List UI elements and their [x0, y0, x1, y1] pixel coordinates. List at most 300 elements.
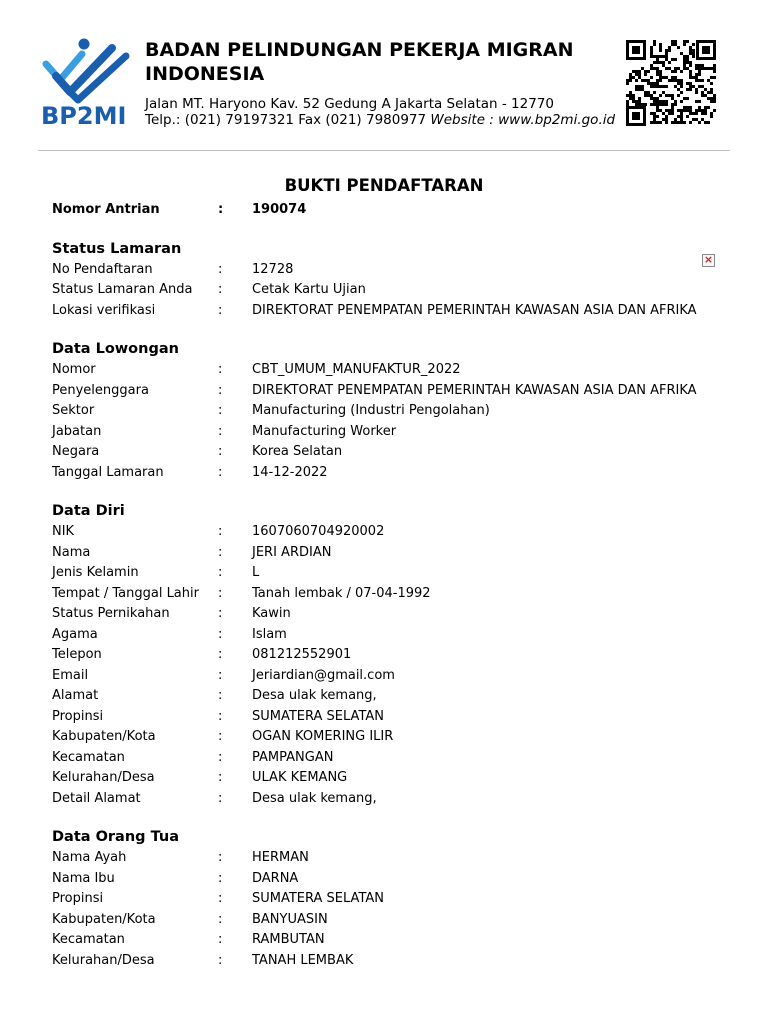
qr-module: [656, 73, 659, 76]
qr-module: [650, 112, 653, 115]
qr-module: [653, 118, 656, 121]
field-row: [52, 848, 732, 869]
qr-module: [662, 103, 665, 106]
qr-module: [656, 61, 659, 64]
qr-module: [680, 112, 683, 115]
qr-module: [686, 55, 689, 58]
qr-module: [680, 52, 683, 55]
qr-module: [674, 58, 677, 61]
field-value: Manufacturing Worker: [252, 423, 397, 439]
qr-module: [650, 103, 653, 106]
qr-module: [701, 79, 704, 82]
field-label: Jabatan: [52, 423, 102, 439]
qr-module: [656, 106, 659, 109]
qr-module: [668, 94, 671, 97]
field-row: [52, 463, 732, 484]
qr-module: [665, 115, 668, 118]
qr-module: [671, 40, 674, 43]
qr-module: [650, 46, 653, 49]
qr-module: [689, 46, 692, 49]
qr-module: [692, 76, 695, 79]
qr-module: [707, 97, 710, 100]
field-separator: :: [218, 565, 223, 580]
field-separator: :: [218, 932, 223, 947]
field-label: Status Lamaran Anda: [52, 282, 193, 297]
qr-module: [683, 106, 686, 109]
qr-module: [698, 67, 701, 70]
qr-module: [644, 94, 647, 97]
field-separator: :: [218, 382, 223, 398]
qr-module: [665, 49, 668, 52]
field-label: Telepon: [52, 647, 102, 662]
org-contact: [145, 112, 615, 128]
qr-module: [686, 58, 689, 61]
qr-module: [638, 97, 641, 100]
qr-module: [710, 88, 713, 91]
field-row: [52, 789, 732, 810]
qr-module: [713, 109, 716, 112]
qr-module: [638, 103, 641, 106]
field-value: Desa ulak kemang,: [252, 688, 377, 703]
field-label: Alamat: [52, 688, 99, 703]
field-separator: :: [218, 626, 223, 642]
document-title: BUKTI PENDAFTARAN: [284, 176, 484, 195]
field-value: L: [252, 565, 260, 580]
qr-module: [650, 97, 653, 100]
field-row: [52, 768, 732, 789]
field-label: Propinsi: [52, 891, 104, 906]
field-label: Kelurahan/Desa: [52, 952, 155, 968]
qr-module: [710, 115, 713, 118]
qr-module: [662, 55, 665, 58]
qr-module: [698, 106, 701, 109]
qr-module: [674, 79, 677, 82]
qr-module: [671, 58, 674, 61]
qr-module: [626, 79, 629, 82]
qr-module: [650, 85, 653, 88]
qr-module: [656, 82, 659, 85]
qr-module: [677, 79, 680, 82]
document-body: [52, 200, 732, 971]
field-value: Kawin: [252, 606, 291, 621]
qr-module: [707, 106, 710, 109]
qr-module: [659, 76, 662, 79]
field-value: 190074: [252, 202, 307, 217]
qr-module: [656, 67, 659, 70]
section-data-diri: [52, 502, 732, 809]
field-separator: :: [218, 302, 223, 318]
qr-module: [698, 109, 701, 112]
qr-module: [689, 112, 692, 115]
qr-module: [662, 85, 665, 88]
qr-module: [644, 70, 647, 73]
field-row: [52, 625, 732, 646]
qr-module: [650, 64, 653, 67]
qr-module: [698, 100, 701, 103]
qr-module: [680, 85, 683, 88]
field-label: Nama: [52, 544, 91, 560]
field-label: Tempat / Tanggal Lahir: [52, 585, 199, 601]
qr-module: [656, 103, 659, 106]
qr-module: [626, 103, 629, 106]
qr-module: [710, 82, 713, 85]
field-row: [52, 563, 732, 584]
qr-module: [701, 112, 704, 115]
field-separator: :: [218, 911, 223, 927]
qr-module: [668, 61, 671, 64]
org-website: Website : www.bp2mi.go.id: [430, 112, 616, 128]
qr-module: [686, 82, 689, 85]
field-row: [52, 910, 732, 931]
field-row: [52, 748, 732, 769]
qr-module: [653, 55, 656, 58]
qr-module: [713, 67, 716, 70]
qr-module: [701, 67, 704, 70]
qr-module: [644, 79, 647, 82]
qr-module: [695, 76, 698, 79]
qr-module: [674, 100, 677, 103]
qr-module: [647, 91, 650, 94]
qr-module: [665, 76, 668, 79]
qr-module: [668, 67, 671, 70]
qr-module: [641, 85, 644, 88]
field-label: Sektor: [52, 403, 95, 418]
qr-module: [629, 97, 632, 100]
qr-module: [674, 103, 677, 106]
qr-module: [641, 79, 644, 82]
field-value: DIREKTORAT PENEMPATAN PEMERINTAH KAWASAN ASIA DAN AFRIKA: [252, 382, 697, 398]
qr-module: [629, 79, 632, 82]
qr-module: [635, 103, 638, 106]
field-label: Kabupaten/Kota: [52, 729, 156, 744]
field-separator: :: [218, 423, 223, 439]
qr-module: [653, 115, 656, 118]
qr-module: [674, 118, 677, 121]
field-separator: :: [218, 790, 223, 806]
field-separator: :: [218, 464, 223, 480]
qr-module: [680, 121, 683, 124]
qr-module: [689, 61, 692, 64]
qr-module: [647, 82, 650, 85]
field-row: [52, 686, 732, 707]
qr-module: [680, 91, 683, 94]
qr-module: [635, 70, 638, 73]
qr-module: [686, 109, 689, 112]
qr-module: [680, 79, 683, 82]
qr-module: [641, 88, 644, 91]
field-row: [52, 280, 732, 301]
qr-module: [665, 85, 668, 88]
qr-module: [713, 100, 716, 103]
qr-module: [689, 73, 692, 76]
field-separator: :: [218, 606, 223, 621]
field-value: SUMATERA SELATAN: [252, 891, 384, 906]
field-separator: :: [218, 647, 223, 662]
field-separator: :: [218, 688, 223, 703]
qr-module: [680, 118, 683, 121]
qr-module: [662, 64, 665, 67]
field-label: Kecamatan: [52, 749, 125, 765]
qr-module: [662, 100, 665, 103]
field-value: DIREKTORAT PENEMPATAN PEMERINTAH KAWASAN ASIA DAN AFRIKA: [252, 302, 697, 318]
qr-module: [638, 73, 641, 76]
qr-module: [650, 121, 653, 124]
field-row: [52, 889, 732, 910]
qr-module: [692, 49, 695, 52]
qr-module: [668, 49, 671, 52]
qr-module: [695, 79, 698, 82]
qr-module: [656, 85, 659, 88]
qr-module: [671, 79, 674, 82]
document-header: [0, 0, 768, 152]
qr-module: [689, 64, 692, 67]
field-separator: :: [218, 444, 223, 459]
qr-module: [659, 103, 662, 106]
qr-module: [638, 70, 641, 73]
qr-module: [647, 94, 650, 97]
qr-module: [713, 76, 716, 79]
qr-module: [647, 70, 650, 73]
field-value: 12728: [252, 261, 294, 277]
section-title: Data Lowongan: [52, 341, 179, 357]
field-separator: :: [218, 749, 223, 765]
qr-module: [704, 88, 707, 91]
qr-module: [671, 97, 674, 100]
field-label: Negara: [52, 444, 100, 459]
field-label: Lokasi verifikasi: [52, 302, 156, 318]
field-value: RAMBUTAN: [252, 932, 325, 947]
qr-module: [629, 91, 632, 94]
qr-module: [665, 109, 668, 112]
qr-module: [659, 73, 662, 76]
qr-module: [665, 67, 668, 70]
qr-module: [650, 52, 653, 55]
qr-module: [665, 100, 668, 103]
qr-module: [710, 76, 713, 79]
qr-module: [632, 97, 635, 100]
qr-module: [695, 118, 698, 121]
qr-module: [710, 100, 713, 103]
qr-module: [626, 100, 629, 103]
qr-module: [710, 91, 713, 94]
qr-module: [707, 67, 710, 70]
qr-module: [701, 91, 704, 94]
qr-module: [671, 112, 674, 115]
qr-module: [656, 79, 659, 82]
qr-module: [713, 94, 716, 97]
qr-module: [674, 76, 677, 79]
field-value: HERMAN: [252, 850, 309, 865]
qr-module: [701, 109, 704, 112]
field-value: 14-12-2022: [252, 464, 328, 480]
qr-module: [668, 79, 671, 82]
qr-module: [662, 91, 665, 94]
queue-number-row: [52, 200, 732, 221]
qr-module: [653, 82, 656, 85]
qr-module: [674, 40, 677, 43]
qr-module: [653, 97, 656, 100]
qr-module: [671, 106, 674, 109]
field-value: Korea Selatan: [252, 444, 343, 459]
qr-module: [683, 97, 686, 100]
qr-module: [659, 70, 662, 73]
qr-module: [698, 70, 701, 73]
qr-module: [671, 94, 674, 97]
qr-module: [689, 82, 692, 85]
field-separator: :: [218, 729, 223, 744]
qr-module: [704, 121, 707, 124]
qr-module: [650, 55, 653, 58]
qr-module: [677, 115, 680, 118]
qr-module: [656, 115, 659, 118]
qr-module: [659, 46, 662, 49]
qr-module: [680, 100, 683, 103]
field-row: [52, 422, 732, 443]
qr-module: [632, 76, 635, 79]
qr-module: [644, 103, 647, 106]
qr-module: [683, 43, 686, 46]
qr-module: [665, 103, 668, 106]
section-title: Data Diri: [52, 503, 125, 519]
field-row: [52, 604, 732, 625]
qr-module: [698, 64, 701, 67]
field-separator: :: [218, 585, 223, 601]
section-title: Status Lamaran: [52, 240, 182, 257]
qr-module: [704, 112, 707, 115]
qr-module: [647, 79, 650, 82]
field-row: [52, 260, 732, 281]
qr-module: [668, 112, 671, 115]
field-separator: :: [218, 524, 223, 539]
qr-module: [653, 103, 656, 106]
qr-module: [707, 79, 710, 82]
qr-module: [662, 76, 665, 79]
qr-module: [695, 109, 698, 112]
field-value: Tanah lembak / 07-04-1992: [252, 585, 431, 601]
qr-module: [710, 67, 713, 70]
qr-module: [671, 76, 674, 79]
qr-module: [677, 94, 680, 97]
qr-module: [656, 109, 659, 112]
qr-module: [650, 67, 653, 70]
field-label: Agama: [52, 626, 98, 642]
field-value: Manufacturing (Industri Pengolahan): [252, 403, 490, 418]
qr-module: [683, 55, 686, 58]
qr-module: [653, 100, 656, 103]
qr-module: [698, 85, 701, 88]
field-separator: :: [218, 282, 223, 297]
qr-module: [659, 49, 662, 52]
qr-module: [626, 82, 629, 85]
qr-module: [692, 55, 695, 58]
qr-module: [695, 73, 698, 76]
qr-module: [662, 61, 665, 64]
qr-module: [629, 94, 632, 97]
qr-module: [701, 64, 704, 67]
qr-module: [635, 73, 638, 76]
field-value: BANYUASIN: [252, 911, 328, 927]
qr-module: [689, 88, 692, 91]
qr-module: [632, 94, 635, 97]
qr-module: [689, 85, 692, 88]
field-row: [52, 584, 732, 605]
field-row: [52, 930, 732, 951]
qr-module: [686, 97, 689, 100]
field-row: [52, 707, 732, 728]
qr-module: [695, 91, 698, 94]
qr-module: [674, 70, 677, 73]
qr-module: [632, 100, 635, 103]
qr-module: [671, 43, 674, 46]
qr-module: [653, 67, 656, 70]
qr-module: [686, 115, 689, 118]
qr-module: [671, 121, 674, 124]
org-name: BADAN PELINDUNGAN PEKERJA MIGRAN INDONESIA: [145, 39, 574, 85]
qr-module: [677, 109, 680, 112]
qr-module: [641, 103, 644, 106]
field-label: No Pendaftaran: [52, 261, 153, 277]
qr-module: [692, 118, 695, 121]
qr-module: [677, 82, 680, 85]
qr-module: [668, 46, 671, 49]
field-value: JERI ARDIAN: [252, 544, 332, 560]
org-contact-phone: Telp.: (021) 79197321 Fax (021) 7980977: [145, 112, 431, 128]
field-value: TANAH LEMBAK: [252, 952, 354, 968]
field-value: Jeriardian@gmail.com: [252, 667, 395, 683]
qr-module: [677, 121, 680, 124]
field-value: CBT_UMUM_MANUFAKTUR_2022: [252, 362, 461, 377]
field-value: DARNA: [252, 870, 299, 886]
qr-module: [704, 94, 707, 97]
field-label: Nama Ayah: [52, 850, 127, 865]
qr-module: [683, 64, 686, 67]
qr-module: [671, 109, 674, 112]
field-value: 081212552901: [252, 647, 352, 662]
field-label: Propinsi: [52, 708, 104, 724]
qr-module: [650, 82, 653, 85]
qr-module: [629, 73, 632, 76]
qr-module: [701, 85, 704, 88]
field-separator: :: [218, 403, 223, 418]
qr-module: [635, 88, 638, 91]
qr-module: [665, 118, 668, 121]
field-row: [52, 522, 732, 543]
qr-module: [674, 67, 677, 70]
header-divider: [38, 150, 730, 151]
qr-module: [671, 103, 674, 106]
org-address: Jalan MT. Haryono Kav. 52 Gedung A Jakarta Selatan - 12770: [145, 96, 554, 112]
field-row: [52, 666, 732, 687]
field-label: Kelurahan/Desa: [52, 770, 155, 785]
qr-module: [689, 76, 692, 79]
qr-module: [689, 121, 692, 124]
qr-module: [692, 112, 695, 115]
field-value: PAMPANGAN: [252, 749, 334, 765]
qr-module: [677, 88, 680, 91]
field-label: Jenis Kelamin: [52, 565, 139, 580]
qr-module: [686, 106, 689, 109]
field-value: Desa ulak kemang,: [252, 790, 377, 806]
broken-image-icon: ×: [703, 253, 714, 266]
field-label: Penyelenggara: [52, 382, 149, 398]
qr-module: [665, 94, 668, 97]
qr-module: [644, 73, 647, 76]
qr-module: [665, 52, 668, 55]
field-label: Nama Ibu: [52, 870, 115, 886]
field-label: Nomor Antrian: [52, 202, 160, 217]
qr-module: [689, 109, 692, 112]
qr-module: [635, 85, 638, 88]
